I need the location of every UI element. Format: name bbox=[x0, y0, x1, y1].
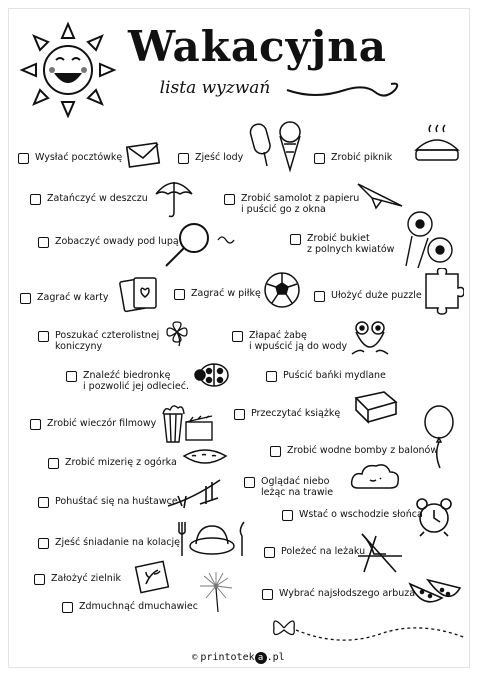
challenge-label: Wybrać najsłodszego arbuza bbox=[279, 588, 416, 599]
checkbox[interactable] bbox=[178, 153, 189, 164]
watermelon-icon bbox=[408, 574, 462, 610]
puzzle-icon bbox=[418, 268, 464, 324]
clover-icon bbox=[164, 320, 190, 348]
checkbox[interactable] bbox=[266, 371, 277, 382]
checkbox[interactable] bbox=[20, 293, 31, 304]
challenge-item-swing[interactable] bbox=[38, 496, 178, 508]
challenge-item-bubbles[interactable] bbox=[266, 370, 386, 382]
challenge-item-puzzle[interactable] bbox=[314, 290, 422, 302]
deckchair-icon bbox=[356, 530, 408, 576]
ladybug-icon bbox=[192, 360, 232, 390]
challenge-item-picnic[interactable] bbox=[314, 152, 392, 164]
checkbox[interactable] bbox=[34, 574, 45, 585]
challenge-item-book[interactable] bbox=[234, 408, 340, 420]
challenge-item-cucumber-salad[interactable] bbox=[48, 457, 177, 469]
cucumber-icon bbox=[180, 446, 230, 468]
swing-icon bbox=[166, 474, 222, 514]
challenge-label: Zrobić wodne bomby z balonów bbox=[287, 445, 439, 456]
checkbox[interactable] bbox=[38, 331, 49, 342]
challenge-label: Założyć zielnik bbox=[51, 573, 121, 584]
challenge-label: Zagrać w karty bbox=[37, 292, 109, 303]
challenge-label: Zdmuchnąć dmuchawiec bbox=[79, 601, 198, 612]
challenge-label: Zobaczyć owady pod lupą bbox=[55, 236, 179, 247]
brand-name: printotek bbox=[200, 652, 255, 663]
challenge-item-sunrise[interactable] bbox=[282, 509, 423, 521]
challenge-label: Wysłać pocztówkę bbox=[35, 152, 123, 163]
checkbox[interactable] bbox=[38, 538, 49, 549]
checkbox[interactable] bbox=[232, 331, 243, 342]
challenge-label: Przeczytać książkę bbox=[251, 408, 341, 419]
challenge-label: Zjeść śniadanie na kolację bbox=[55, 537, 180, 548]
checkbox[interactable] bbox=[224, 194, 235, 205]
pie-icon bbox=[412, 124, 462, 168]
checkbox[interactable] bbox=[244, 477, 255, 488]
dandelion-icon bbox=[198, 570, 234, 614]
challenge-item-postcard[interactable] bbox=[18, 152, 122, 164]
challenge-item-breakfast-dinner[interactable] bbox=[38, 537, 180, 549]
challenge-label: Zjeść lody bbox=[195, 152, 244, 163]
footer-brand bbox=[192, 652, 285, 664]
checkbox[interactable] bbox=[314, 291, 325, 302]
title-swirl-icon bbox=[285, 78, 405, 104]
challenge-item-bouquet[interactable] bbox=[290, 233, 394, 255]
challenge-item-paper-plane[interactable] bbox=[224, 193, 359, 215]
alarm-clock-icon bbox=[414, 496, 454, 538]
book-icon bbox=[352, 388, 400, 426]
challenge-item-ladybug[interactable] bbox=[66, 370, 189, 392]
checkbox[interactable] bbox=[314, 153, 325, 164]
challenge-item-deckchair[interactable] bbox=[264, 546, 365, 558]
plate-cutlery-icon bbox=[178, 516, 248, 560]
paper-plane-icon bbox=[356, 176, 404, 212]
challenge-item-frog[interactable] bbox=[232, 330, 347, 352]
challenge-item-ball[interactable] bbox=[174, 288, 261, 300]
challenge-label: Wstać o wschodzie słońca bbox=[299, 509, 423, 520]
ice-cream-icon bbox=[246, 118, 306, 174]
cloud-icon bbox=[350, 460, 402, 494]
challenge-item-watermelon[interactable] bbox=[262, 588, 415, 600]
challenge-label: Oglądać niebo leżąc na trawie bbox=[261, 476, 334, 498]
checkbox[interactable] bbox=[262, 589, 273, 600]
frog-icon bbox=[348, 318, 392, 358]
challenge-label: Poleżeć na leżaku bbox=[281, 546, 366, 557]
challenge-label: Ułożyć duże puzzle bbox=[331, 290, 422, 301]
challenge-item-watch-sky[interactable] bbox=[244, 476, 333, 498]
checkbox[interactable] bbox=[38, 497, 49, 508]
challenge-label: Poszukać czterolistnej koniczyny bbox=[55, 330, 160, 352]
butterfly-icon bbox=[270, 608, 470, 648]
checkbox[interactable] bbox=[18, 153, 29, 164]
challenge-label: Pohuśtać się na huśtawce bbox=[55, 496, 178, 507]
copyright-symbol: © bbox=[192, 653, 198, 663]
page-title: Wakacyjna bbox=[128, 22, 387, 71]
magnifier-icon bbox=[158, 218, 238, 272]
challenge-label: Znaleźć biedronkę i pozwolić jej odlecieć. bbox=[83, 370, 190, 392]
brand-badge: a bbox=[255, 652, 267, 664]
challenge-item-ice-cream[interactable] bbox=[178, 152, 243, 164]
checkbox[interactable] bbox=[66, 371, 77, 382]
checkbox[interactable] bbox=[282, 510, 293, 521]
challenge-label: Zrobić wieczór filmowy bbox=[47, 418, 157, 429]
checkbox[interactable] bbox=[234, 409, 245, 420]
herbarium-notebook-icon bbox=[132, 560, 174, 596]
challenge-item-movie-night[interactable] bbox=[30, 418, 156, 430]
playing-cards-icon bbox=[118, 274, 160, 314]
checkbox[interactable] bbox=[30, 194, 41, 205]
checkbox[interactable] bbox=[174, 289, 185, 300]
challenge-label: Złapać żabę i wpuścić ją do wody bbox=[249, 330, 348, 352]
challenge-label: Zrobić samolot z papieru i puścić go z okna bbox=[241, 193, 360, 215]
challenge-item-dandelion[interactable] bbox=[62, 601, 198, 613]
checkbox[interactable] bbox=[290, 234, 301, 245]
checkbox[interactable] bbox=[270, 446, 281, 457]
soccer-ball-icon bbox=[262, 270, 302, 310]
challenge-item-clover[interactable] bbox=[38, 330, 159, 352]
challenge-label: Puścić bańki mydlane bbox=[283, 370, 386, 381]
flowers-icon bbox=[398, 206, 462, 272]
popcorn-icon bbox=[160, 400, 216, 444]
checkbox[interactable] bbox=[48, 458, 59, 469]
checkbox[interactable] bbox=[264, 547, 275, 558]
challenge-label: Zrobić piknik bbox=[331, 152, 393, 163]
umbrella-icon bbox=[152, 176, 196, 220]
checkbox[interactable] bbox=[62, 602, 73, 613]
balloon-icon bbox=[422, 404, 456, 470]
challenge-label: Zrobić bukiet z polnych kwiatów bbox=[307, 233, 395, 255]
sun-icon bbox=[18, 18, 118, 118]
brand-suffix: .pl bbox=[266, 652, 285, 663]
challenge-label: Zatańczyć w deszczu bbox=[47, 193, 148, 204]
checkbox[interactable] bbox=[30, 419, 41, 430]
page-subtitle: lista wyzwań bbox=[159, 78, 271, 98]
challenge-item-dance-rain[interactable] bbox=[30, 193, 148, 205]
challenge-item-herbarium[interactable] bbox=[34, 573, 121, 585]
challenge-label: Zagrać w piłkę bbox=[191, 288, 261, 299]
checkbox[interactable] bbox=[38, 237, 49, 248]
challenge-label: Zrobić mizerię z ogórka bbox=[65, 457, 177, 468]
challenge-item-water-balloons[interactable] bbox=[270, 445, 438, 457]
challenge-item-cards[interactable] bbox=[20, 292, 109, 304]
envelope-icon bbox=[126, 142, 162, 168]
